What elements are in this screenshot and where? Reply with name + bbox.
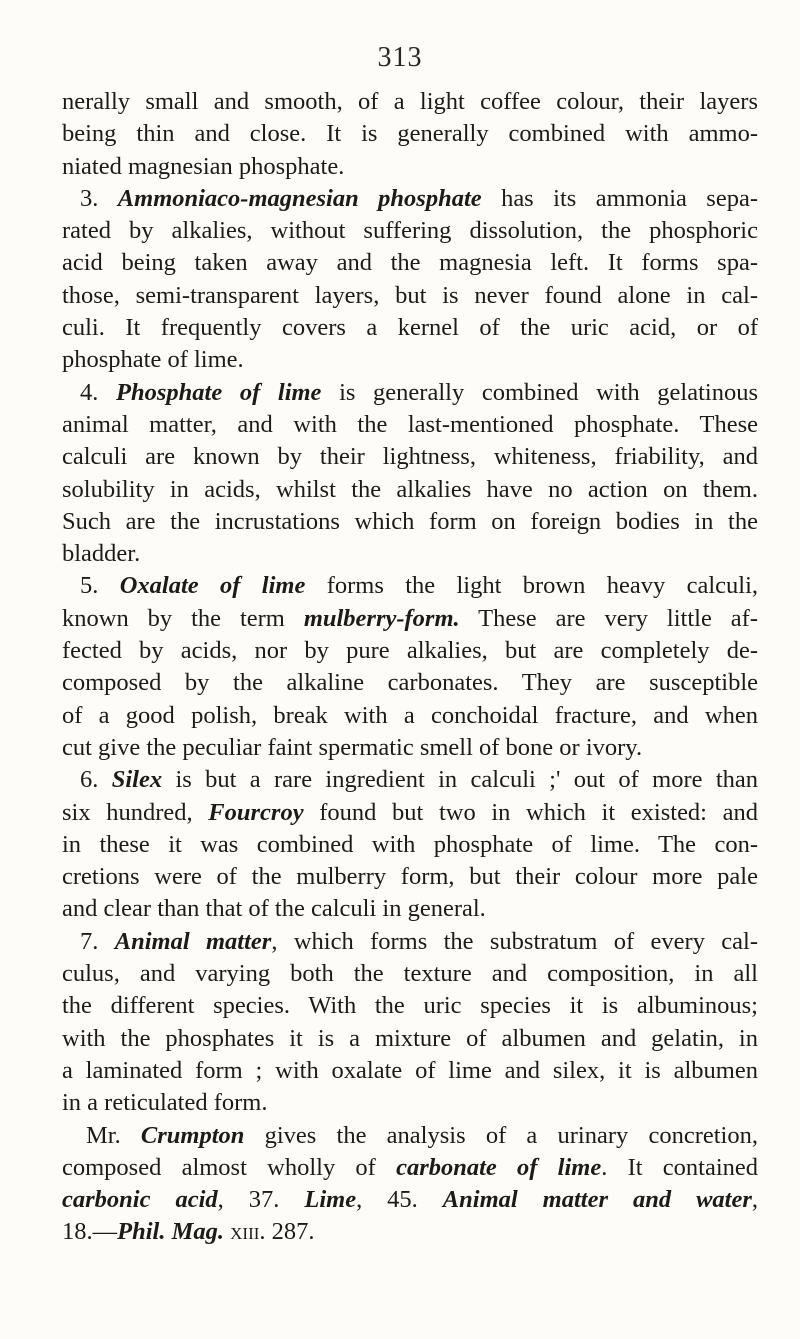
text-run: has its ammonia sepa- [481, 184, 758, 212]
emphasis-run: Animal matter and water [442, 1186, 752, 1214]
text-run: in a reticulated form. [62, 1089, 268, 1117]
emphasis-run: Lime [304, 1186, 357, 1214]
text-line [62, 474, 758, 506]
text-run: culus, and varying both the texture and composition, in all [62, 960, 758, 988]
text-run: . It contained [601, 1153, 759, 1181]
text-run: 7. [80, 927, 115, 955]
emphasis-run: Phosphate of lime [116, 378, 322, 406]
text-run: 5. [80, 572, 120, 600]
text-run: acid being taken away and the magnesia left. It forms spa- [62, 249, 758, 277]
emphasis-run: Crumpton [140, 1121, 245, 1149]
emphasis-run: xiii. 287. [224, 1218, 315, 1246]
text-line [62, 1216, 758, 1248]
text-line [62, 1152, 758, 1184]
text-line [62, 667, 758, 699]
text-run: rated by alkalies, without suffering dissolution, the phosphoric [62, 217, 758, 245]
text-line [62, 635, 758, 667]
text-run: those, semi-transparent layers, but is never found alone in cal- [62, 281, 758, 309]
text-line [62, 409, 758, 441]
text-run: culi. It frequently covers a kernel of the uric acid, or of [62, 314, 758, 342]
text-run: gives the analysis of a urinary concretion, [244, 1121, 758, 1149]
text-line [62, 732, 758, 764]
text-run: the different species. With the uric species it is albuminous; [62, 992, 758, 1020]
text-line [62, 958, 758, 990]
text-run: of a good polish, break with a conchoidal fracture, and when [62, 701, 758, 729]
text-run: a laminated form ; with oxalate of lime and silex, it is albumen [62, 1056, 758, 1084]
text-line [62, 700, 758, 732]
text-run: composed by the alkaline carbonates. They are susceptible [62, 669, 758, 697]
text-run: is generally combined with gelatinous [321, 378, 758, 406]
emphasis-run: Phil. Mag. [117, 1218, 224, 1246]
text-line [62, 1120, 758, 1152]
emphasis-run: carbonate of lime [396, 1153, 602, 1181]
text-line [62, 441, 758, 473]
text-line [62, 603, 758, 635]
text-line [62, 1023, 758, 1055]
text-line [62, 797, 758, 829]
text-run: 18.— [62, 1218, 118, 1246]
emphasis-run: Fourcroy [208, 798, 304, 826]
text-run: calculi are known by their lightness, whiteness, friability, and [62, 443, 758, 471]
text-run: bladder. [62, 540, 141, 568]
text-line [62, 861, 758, 893]
text-line [62, 151, 758, 183]
text-run: fected by acids, nor by pure alkalies, but are completely de- [62, 637, 758, 665]
text-line [62, 570, 758, 602]
text-line [62, 506, 758, 538]
text-line [62, 118, 758, 150]
text-line [62, 926, 758, 958]
text-line [62, 829, 758, 861]
text-run: solubility in acids, whilst the alkalies have no action on them. [62, 475, 758, 503]
text-line [62, 215, 758, 247]
text-run: with the phosphates it is a mixture of albumen and gelatin, in [62, 1024, 758, 1052]
text-run: six hundred, [62, 798, 209, 826]
text-line [62, 1055, 758, 1087]
emphasis-run: Ammoniaco-magnesian phosphate [117, 184, 482, 212]
text-line [62, 1087, 758, 1119]
text-run: , [751, 1186, 759, 1214]
text-line [62, 893, 758, 925]
text-run: cretions were of the mulberry form, but their colour more pale [62, 863, 758, 891]
text-run: Such are the incrustations which form on foreign bodies in the [62, 507, 758, 535]
emphasis-run: Oxalate of lime [119, 572, 306, 600]
text-run: niated magnesian phosphate. [62, 152, 345, 180]
text-run: 6. [80, 766, 112, 794]
emphasis-run: mulberry-form. [303, 604, 460, 632]
emphasis-run: carbonic acid [62, 1186, 218, 1214]
text-run: forms the light brown heavy calculi, [305, 572, 759, 600]
text-run: 3. [80, 184, 118, 212]
page-number: 313 [377, 42, 423, 73]
emphasis-run: Animal matter [114, 927, 272, 955]
text-run: and clear than that of the calculi in general. [62, 895, 486, 923]
text-line [62, 312, 758, 344]
text-line [62, 247, 758, 279]
body-text [62, 86, 758, 1249]
text-run: Mr. [86, 1121, 141, 1149]
text-line [62, 280, 758, 312]
text-run: being thin and close. It is generally combined with ammo- [62, 120, 758, 148]
text-run: animal matter, and with the last-mentioned phosphate. These [62, 410, 758, 438]
text-run: 4. [80, 378, 117, 406]
text-run: nerally small and smooth, of a light coffee colour, their layers [62, 88, 758, 115]
text-run: composed almost wholly of [62, 1153, 397, 1181]
text-run: cut give the peculiar faint spermatic smell of bone or ivory. [62, 733, 643, 761]
text-line [62, 183, 758, 215]
text-run: phosphate of lime. [62, 346, 244, 374]
text-line [62, 86, 758, 118]
text-line [62, 377, 758, 409]
text-run: known by the term [62, 604, 304, 632]
text-run: , 45. [356, 1186, 443, 1214]
text-line [62, 764, 758, 796]
text-run: , which forms the substratum of every cal- [271, 927, 759, 955]
text-line [62, 1184, 758, 1216]
text-line [62, 990, 758, 1022]
text-run: in these it was combined with phosphate of lime. The con- [62, 830, 758, 858]
text-line [62, 538, 758, 570]
text-run: is but a rare ingredient in calculi ;' out of more than [162, 766, 759, 794]
text-run: found but two in which it existed: and [303, 798, 759, 826]
text-run: These are very little af- [459, 604, 758, 632]
text-run: , 37. [217, 1186, 305, 1214]
emphasis-run: Silex [111, 766, 163, 794]
text-line [62, 344, 758, 376]
